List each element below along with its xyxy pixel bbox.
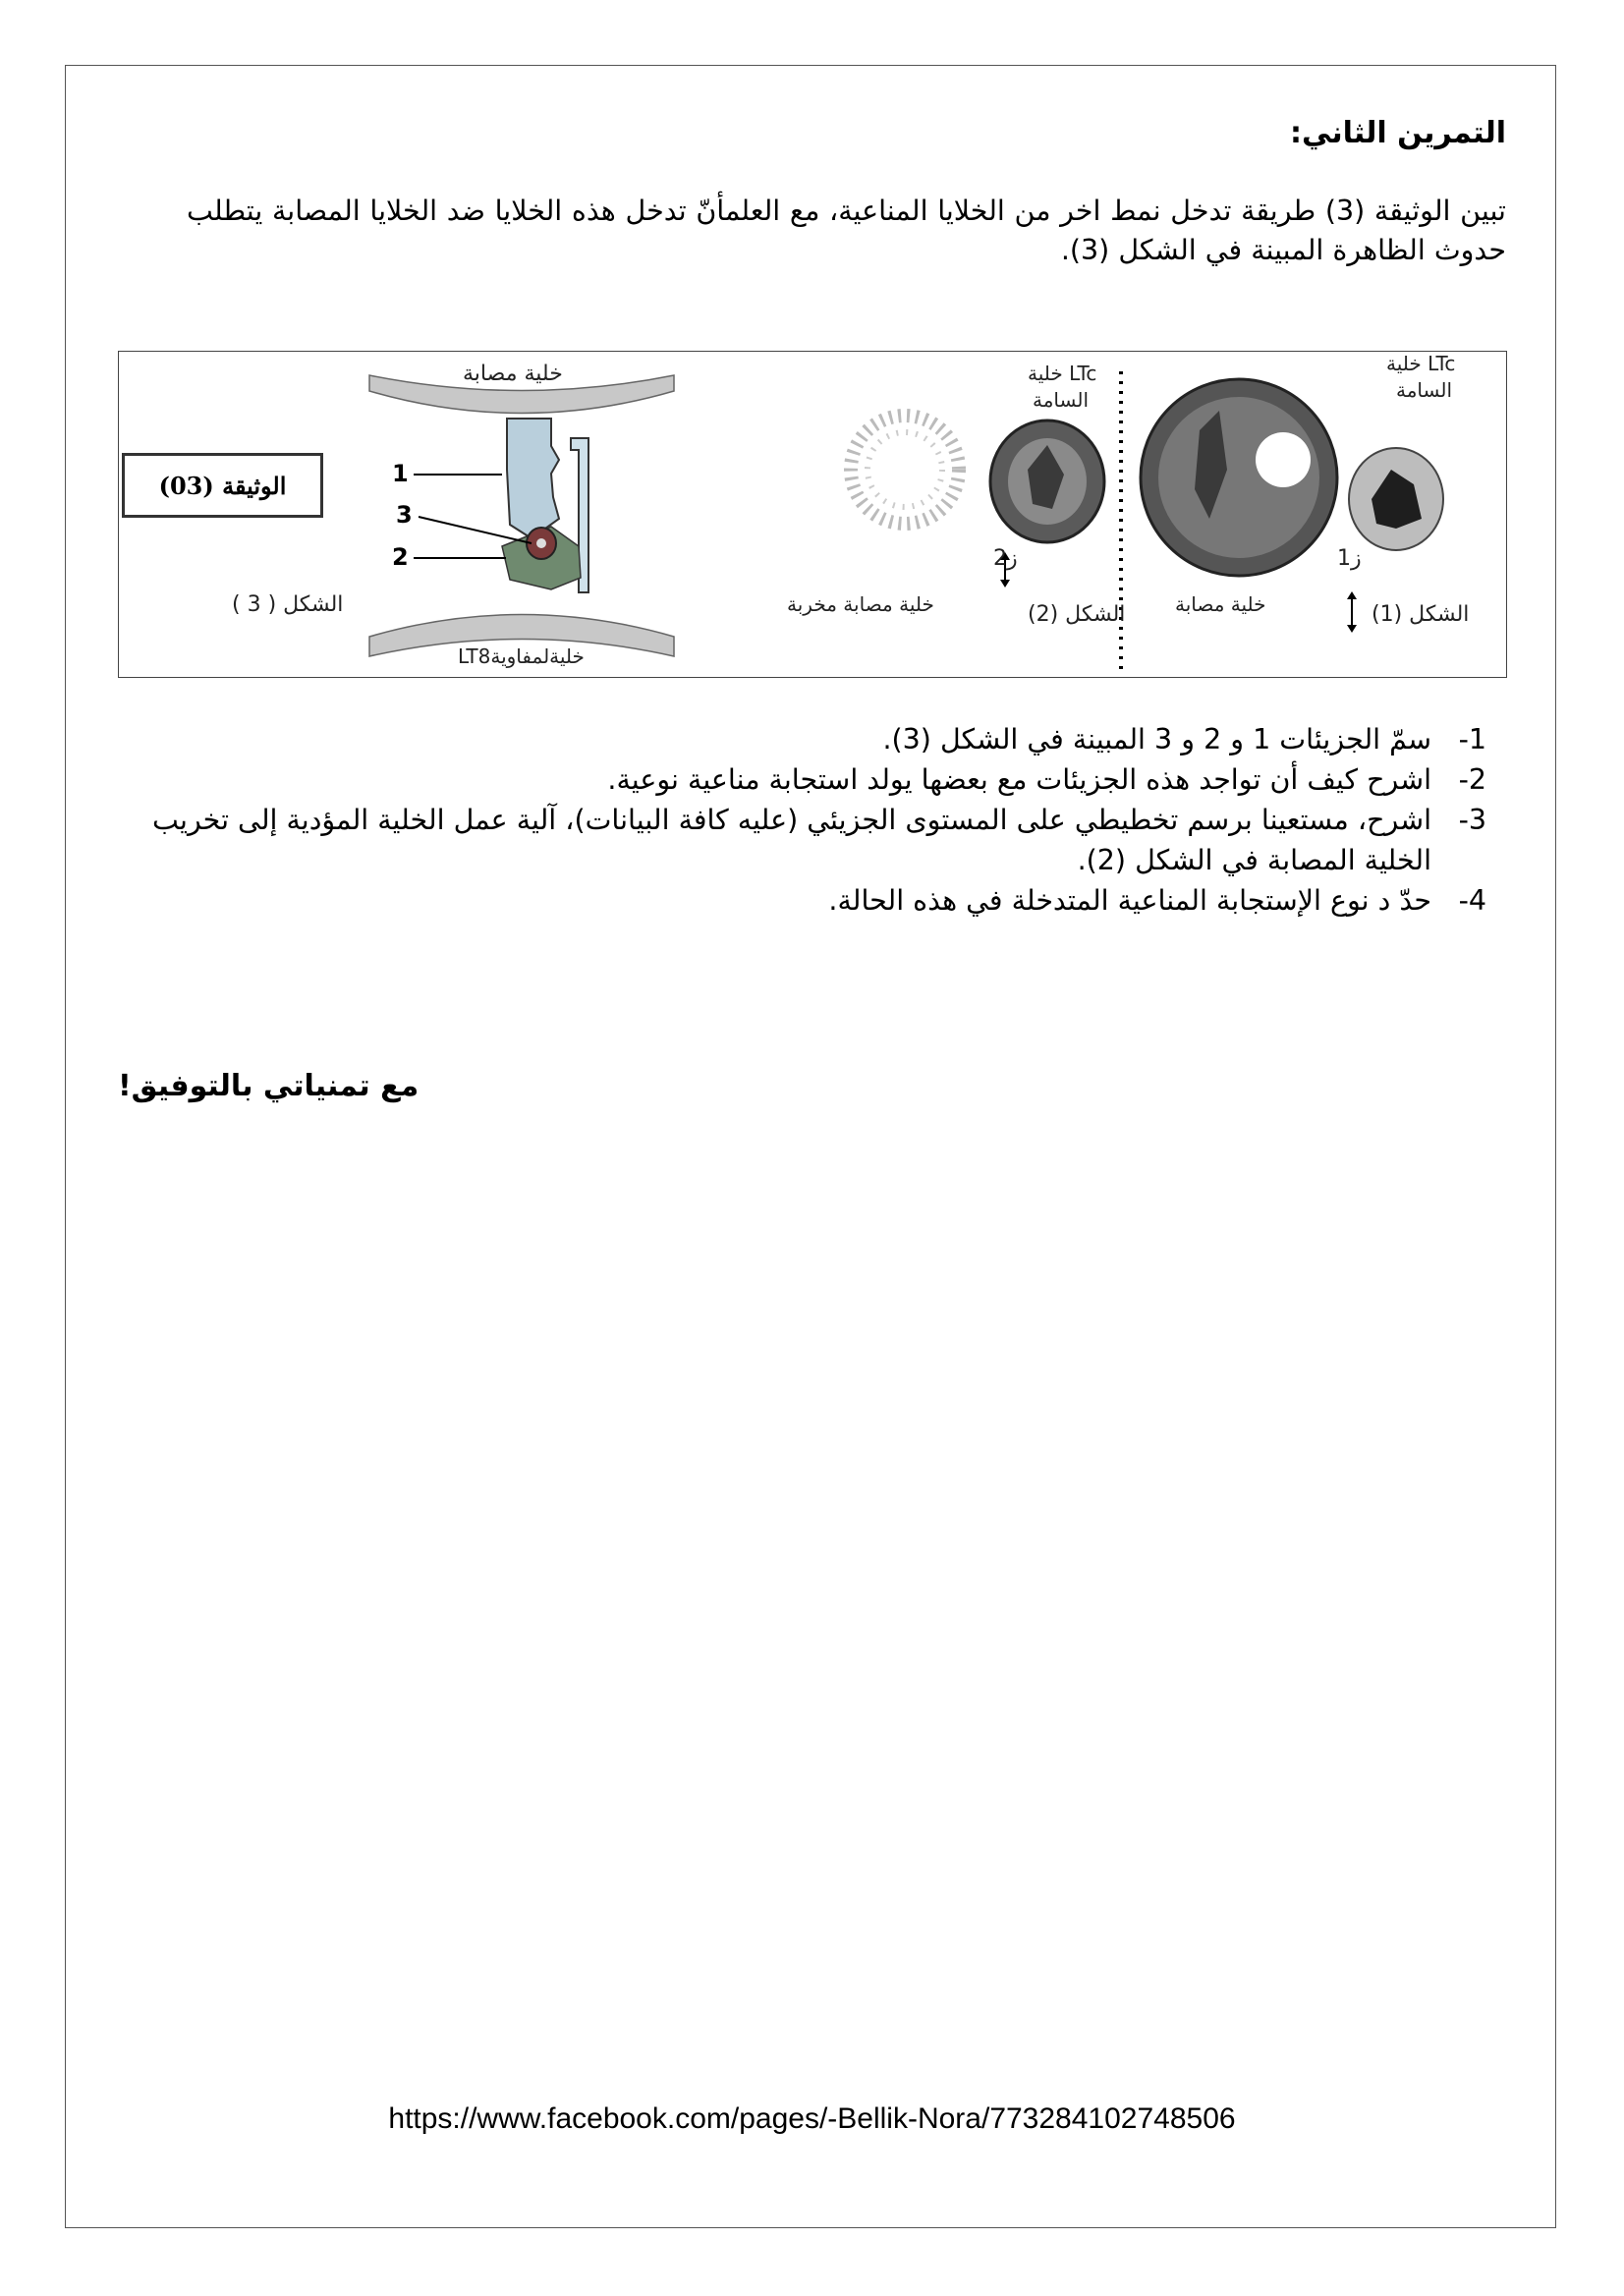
shape2-cells <box>851 416 1104 588</box>
shape1-z: ز1 <box>1337 546 1362 571</box>
shape2-z: ز2 <box>993 546 1018 571</box>
question-text: حدّ د نوع الإستجابة المناعية المتدخلة في هذه الحالة. <box>828 884 1431 917</box>
shape3-marker-1: 1 <box>392 460 409 487</box>
shape1-infected-label: خلية مصابة <box>1175 592 1266 616</box>
shape3-diagram <box>369 375 674 656</box>
shape2-toxic-label: السامة <box>1033 388 1090 412</box>
question-number: 1- <box>1458 723 1486 756</box>
question-item <box>147 880 1486 921</box>
shape2-label: الشكل (2) <box>1028 602 1126 627</box>
figure-drawing <box>119 352 1507 678</box>
exercise-intro: تبين الوثيقة (3) طريقة تدخل نمط اخر من الخلايا المناعية، مع العلمأنّ تدخل هذه الخلايا ضد الخلايا المصابة يتطلب حدوث الظاهرة المبينة في الشكل (3). <box>187 195 1506 266</box>
question-number: 2- <box>1458 763 1486 796</box>
question-item <box>147 759 1486 800</box>
question-text: اشرح كيف أن تواجد هذه الجزيئات مع بعضها يولد استجابة مناعية نوعية. <box>607 763 1431 796</box>
shape1-ltc-label: LTc خلية <box>1386 352 1456 375</box>
question-text: سمّ الجزيئات 1 و 2 و 3 المبينة في الشكل (3). <box>882 723 1431 756</box>
shape1-toxic-label: السامة <box>1396 378 1453 402</box>
shape3-marker-2: 2 <box>392 543 409 571</box>
question-list <box>147 719 1486 921</box>
exercise-title: التمرين الثاني: <box>1290 116 1506 150</box>
question-number: 4- <box>1458 884 1486 917</box>
shape3-label: الشكل ( 3 ) <box>232 592 344 617</box>
question-item <box>147 800 1486 880</box>
question-number: 3- <box>1458 804 1486 836</box>
shape3-marker-3: 3 <box>396 501 413 529</box>
document-figure <box>118 351 1507 678</box>
shape1-label: الشكل (1) <box>1372 602 1470 627</box>
closing-wish: مع تمنياتي بالتوفيق! <box>118 1069 420 1103</box>
document-label: الوثيقة (03) <box>122 453 323 518</box>
footer-url[interactable]: https://www.facebook.com/pages/-Bellik-Nora/773284102748506 <box>388 2102 1236 2135</box>
shape2-ltc-label: LTc خلية <box>1028 362 1097 385</box>
shape2-destroyed-label: خلية مصابة مخربة <box>787 592 934 616</box>
shape3-lt8-label: خليةلمفاويةLT8 <box>458 644 585 668</box>
question-item <box>147 719 1486 759</box>
shape3-infected-cell-label: خلية مصابة <box>463 362 563 386</box>
question-text: اشرح، مستعينا برسم تخطيطي على المستوى الجزيئي (عليه كافة البيانات)، آلية عمل الخلية المؤدية إلى تخريب الخلية المصابة في الشكل (2). <box>152 804 1431 876</box>
